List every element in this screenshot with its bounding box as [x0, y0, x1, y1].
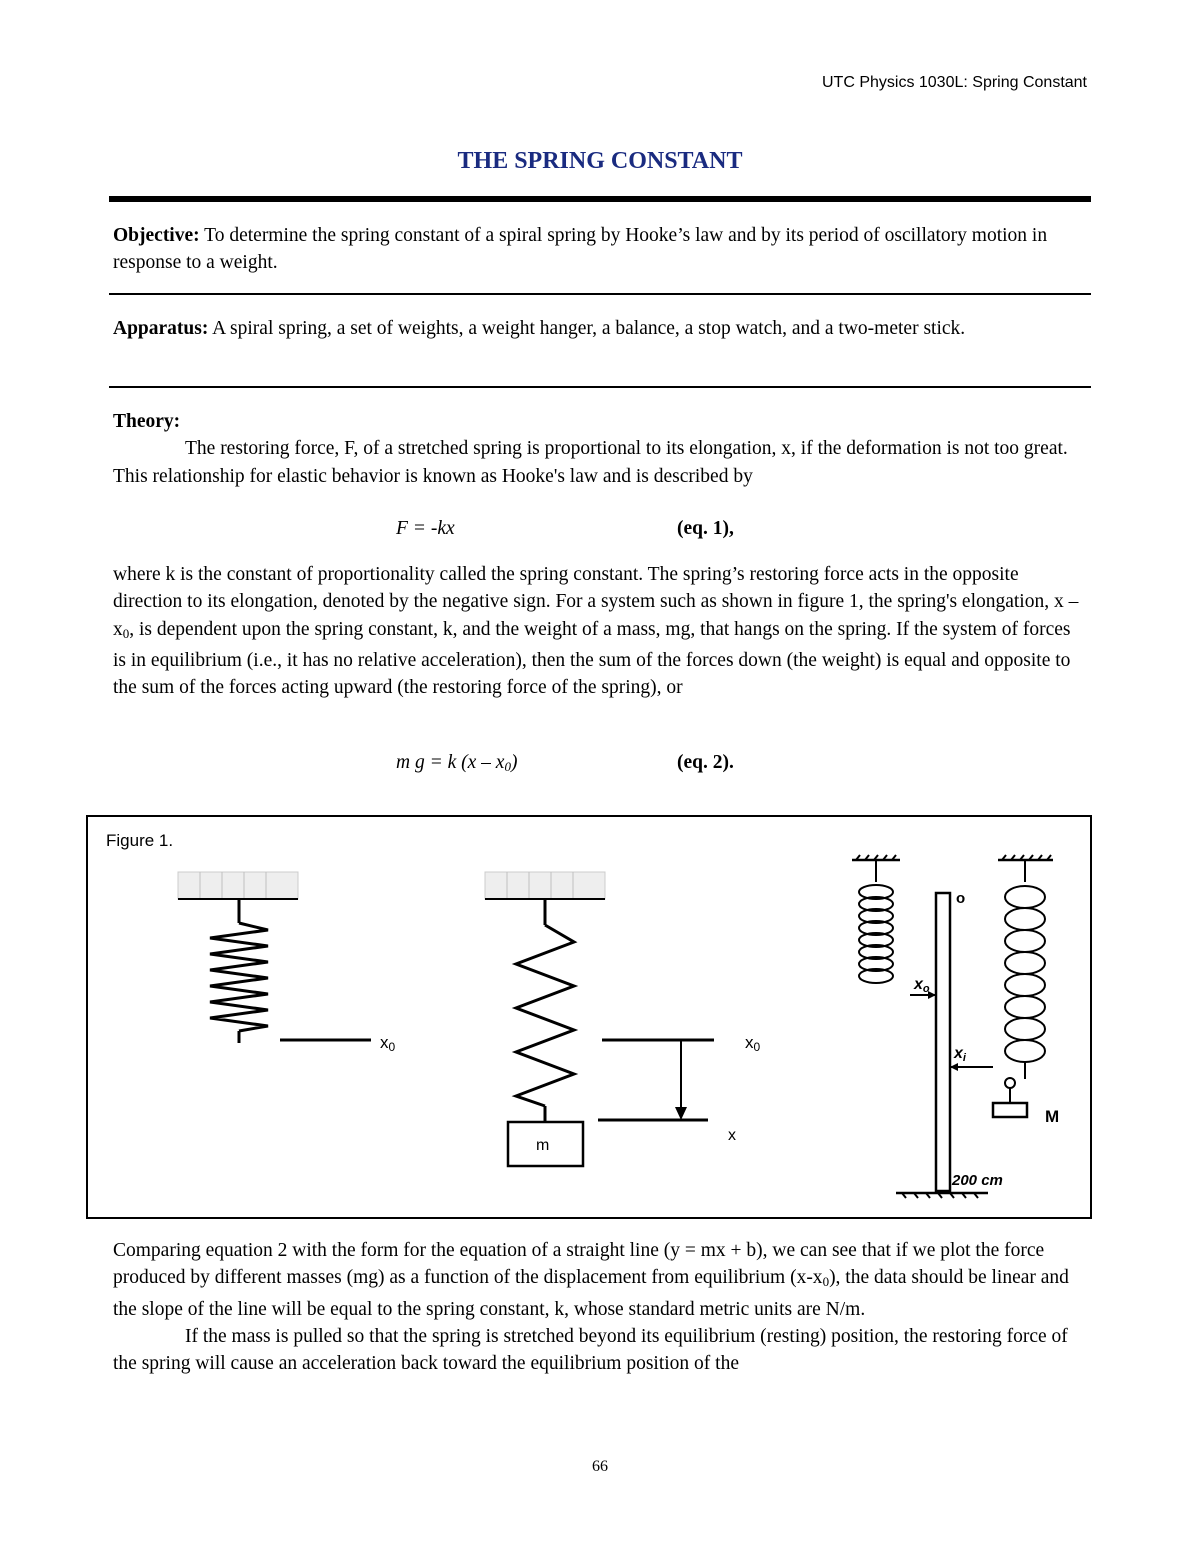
theory-paragraph-1: The restoring force, F, of a stretched spring is proportional to its elongation, x, if the deformation is not too great. This relationship for elastic behavior is known as Hooke's law and is described by: [113, 438, 1068, 487]
label-xo-sketch: xo: [914, 976, 930, 995]
objective-rule: [109, 293, 1091, 295]
label-x0-middle: x0: [745, 1033, 761, 1054]
spring-stretched: [516, 899, 574, 1122]
theory-section: [113, 408, 1088, 490]
objective-section: [113, 222, 1088, 277]
label-xi-sketch: xi: [954, 1045, 966, 1064]
theory-label: Theory:: [113, 411, 181, 432]
label-mass-M: M: [1045, 1107, 1060, 1126]
label-mass-m: m: [536, 1137, 550, 1154]
apparatus-text: A spiral spring, a set of weights, a weight hanger, a balance, a stop watch, and a two-meter stick.: [208, 318, 966, 339]
apparatus-section: [113, 315, 1088, 342]
figure-1: [86, 815, 1092, 1219]
label-origin-o: o: [956, 890, 966, 907]
label-200cm: 200 cm: [952, 1172, 1003, 1189]
objective-label: Objective:: [113, 225, 200, 246]
hand-sketch: [852, 855, 1053, 1198]
label-x: x: [728, 1127, 736, 1144]
equation-2: m g = k $(x - x_0)$: [396, 752, 518, 774]
equation-1-label: (eq. 1),: [677, 518, 734, 539]
spring-relaxed: [210, 899, 268, 1043]
objective-text: To determine the spring constant of a spiral spring by Hooke’s law and by its period of oscillatory motion in response to a weight.: [113, 225, 1048, 274]
title-rule: [109, 196, 1091, 202]
equation-1: F = -kx: [396, 518, 455, 539]
label-x0-left: x0: [380, 1033, 396, 1054]
paragraph-4: If the mass is pulled so that the spring is stretched beyond its equilibrium (resting) position, the restoring force of the spring will cause an acceleration back toward the equilibrium position of the: [113, 1325, 1068, 1375]
figure-1-drawing: [88, 817, 1090, 1217]
equation-2-label: (eq. 2).: [677, 752, 734, 773]
paragraph-3: Comparing equation 2 with the form for the equation of a straight line (y = mx + b), we can see that if we plot the force produced by different masses (mg) as a function of the displacement from equilibrium $(x-x_0)$, the data should be linear and the slope of the line will be equal to the spring constant, k, whose standard metric units are N/m.: [113, 1240, 1069, 1320]
page-number: 66: [592, 1458, 608, 1475]
arrow-head: [675, 1107, 687, 1120]
ceiling-support-middle: [485, 872, 605, 899]
page-title: THE SPRING CONSTANT: [457, 148, 743, 174]
theory-paragraph-2: where k is the constant of proportionality called the spring constant. The spring’s restoring force acts in the opposite direction to its elongation, denoted by the negative sign. For a system such as shown in figure 1, the spring's elongation, x – $x_0$, is dependent upon the spring constant, k, and the weight of a mass, mg, that hangs on the spring. If the system of forces is in equilibrium (i.e., it has no relative acceleration), then the sum of the forces down (the weight) is equal and opposite to the sum of the forces acting upward (the restoring force of the spring), or: [113, 564, 1079, 699]
apparatus-label: Apparatus:: [113, 318, 209, 339]
after-figure-section: [113, 1237, 1088, 1377]
running-header: UTC Physics 1030L: Spring Constant: [821, 74, 1087, 91]
apparatus-rule: [109, 386, 1091, 388]
ceiling-support-left: [178, 872, 298, 899]
figure-caption: Figure 1.: [106, 831, 174, 850]
